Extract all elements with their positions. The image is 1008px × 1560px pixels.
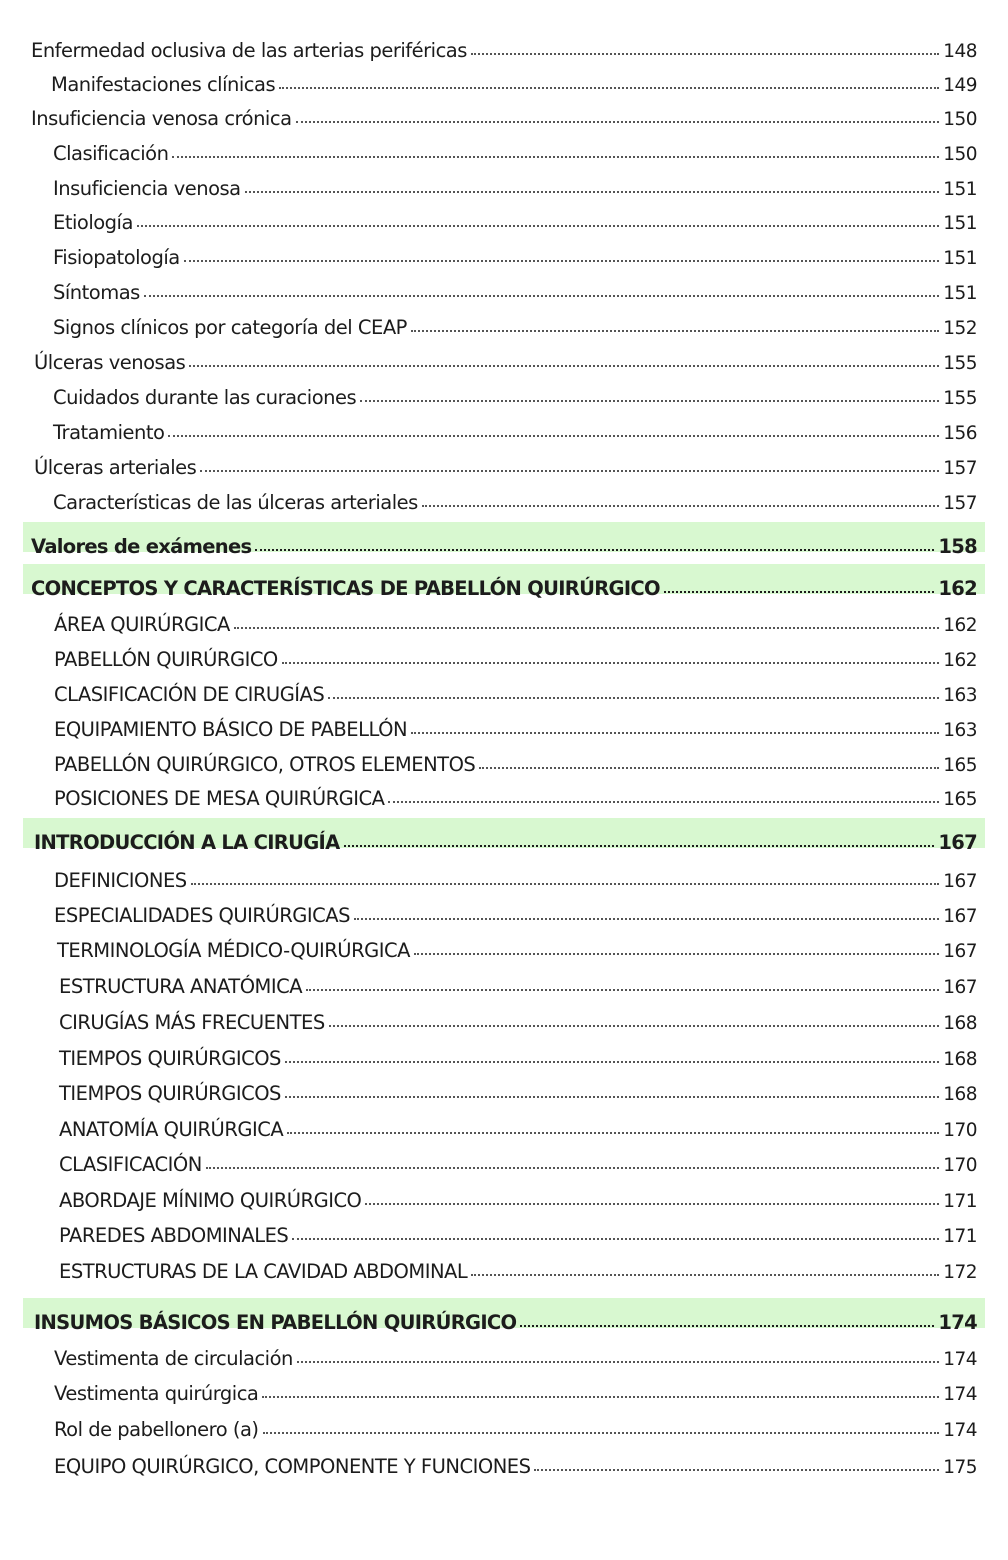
toc-entry-title: INTRODUCCIÓN A LA CIRUGÍA [34,831,340,854]
dot-leader [263,1432,940,1434]
dot-leader [287,1132,939,1134]
toc-page-number: 151 [943,213,977,234]
toc-entry[interactable] [0,340,1008,374]
toc-entry[interactable] [0,410,1008,444]
dot-leader [328,697,939,699]
toc-entry[interactable] [0,742,1008,776]
toc-page-number: 167 [938,831,977,854]
toc-entry[interactable] [0,858,1008,892]
toc-entry[interactable] [0,602,1008,636]
toc-section-heading[interactable] [0,566,1008,600]
toc-entry[interactable] [0,1444,1008,1478]
toc-entry[interactable] [0,1000,1008,1034]
dot-leader [184,260,939,262]
toc-entry-title: Insuficiencia venosa [53,177,241,200]
toc-page-number: 151 [943,283,977,304]
dot-leader [255,549,934,551]
toc-page-number: 171 [943,1226,977,1247]
toc-entry[interactable] [0,776,1008,810]
toc-entry[interactable] [0,166,1008,200]
dot-leader [411,330,939,332]
dot-leader [234,627,939,629]
dot-leader [144,295,939,297]
toc-page-number: 168 [943,1049,977,1070]
toc-entry[interactable] [0,375,1008,409]
toc-entry-title: Úlceras venosas [34,351,186,374]
toc-entry[interactable] [0,96,1008,130]
dot-leader [329,1025,939,1027]
dot-leader [200,470,939,472]
toc-entry-title: CIRUGÍAS MÁS FRECUENTES [59,1011,325,1034]
toc-entry[interactable] [0,445,1008,479]
dot-leader [279,87,939,89]
dot-leader [306,989,939,991]
toc-entry-title: Vestimenta quirúrgica [54,1382,259,1405]
toc-entry-title: CLASIFICACIÓN [59,1153,202,1176]
toc-page-number: 172 [943,1262,977,1283]
dot-leader [285,1096,939,1098]
dot-leader [365,1203,939,1205]
toc-entry-title: Rol de pabellonero (a) [54,1418,259,1441]
toc-page-number: 167 [943,871,977,892]
toc-entry[interactable] [0,672,1008,706]
dot-leader [189,365,939,367]
toc-page-number: 151 [943,248,977,269]
toc-entry-title: POSICIONES DE MESA QUIRÚRGICA [54,787,385,810]
toc-page-number: 174 [938,1311,977,1334]
toc-entry[interactable] [0,1336,1008,1370]
toc-page-number: 162 [943,650,977,671]
toc-entry-title: Insuficiencia venosa crónica [31,107,292,130]
toc-page-number: 174 [943,1384,977,1405]
toc-entry-title: EQUIPO QUIRÚRGICO, COMPONENTE Y FUNCIONES [54,1455,531,1478]
dot-leader [137,225,939,227]
toc-page-number: 163 [943,720,977,741]
dot-leader [414,953,939,955]
toc-section-heading[interactable] [0,1300,1008,1334]
toc-entry-title: Vestimenta de circulación [54,1347,293,1370]
toc-page-number: 151 [943,179,977,200]
toc-page-number: 168 [943,1084,977,1105]
toc-entry-title: Cuidados durante las curaciones [53,386,357,409]
toc-entry-title: Manifestaciones clínicas [51,73,276,96]
dot-leader [471,53,939,55]
toc-page-number: 162 [938,577,977,600]
toc-entry[interactable] [0,928,1008,962]
toc-entry[interactable] [0,305,1008,339]
toc-entry-title: TIEMPOS QUIRÚRGICOS [59,1047,281,1070]
toc-page-number: 163 [943,685,977,706]
dot-leader [479,767,939,769]
toc-entry[interactable] [0,1036,1008,1070]
toc-entry[interactable] [0,707,1008,741]
toc-entry-title: Enfermedad oclusiva de las arterias periféricas [31,39,467,62]
toc-entry-title: TERMINOLOGÍA MÉDICO-QUIRÚRGICA [57,939,410,962]
toc-entry[interactable] [0,1071,1008,1105]
toc-page-number: 155 [943,388,977,409]
toc-entry-title: EQUIPAMIENTO BÁSICO DE PABELLÓN [54,718,408,741]
toc-entry-title: CONCEPTOS Y CARACTERÍSTICAS DE PABELLÓN QUIRÚRGICO [31,577,660,600]
toc-entry-title: Signos clínicos por categoría del CEAP [53,316,407,339]
toc-section-heading[interactable] [0,524,1008,558]
toc-entry-title: PABELLÓN QUIRÚRGICO, OTROS ELEMENTOS [54,753,476,776]
toc-entry-title: DEFINICIONES [54,869,187,892]
toc-entry[interactable] [0,28,1008,62]
dot-leader [360,400,939,402]
dot-leader [296,121,940,123]
toc-page-number: 157 [943,458,977,479]
toc-page-number: 168 [943,1013,977,1034]
toc-page-number: 167 [943,977,977,998]
toc-entry[interactable] [0,200,1008,234]
toc-page-number: 150 [943,144,977,165]
toc-entry-title: ESPECIALIDADES QUIRÚRGICAS [54,904,350,927]
toc-entry[interactable] [0,62,1008,96]
toc-entry-title: PABELLÓN QUIRÚRGICO [54,648,278,671]
toc-entry[interactable] [0,1142,1008,1176]
toc-page-number: 148 [943,41,977,62]
toc-entry-title: Valores de exámenes [31,535,252,558]
toc-entry-title: Fisiopatología [53,246,180,269]
toc-page-number: 174 [943,1349,977,1370]
dot-leader [285,1061,939,1063]
dot-leader [262,1396,939,1398]
toc-entry-title: Tratamiento [53,421,165,444]
dot-leader [245,191,940,193]
toc-page-number: 165 [943,755,977,776]
toc-entry-title: INSUMOS BÁSICOS EN PABELLÓN QUIRÚRGICO [34,1311,517,1334]
dot-leader [388,801,939,803]
dot-leader [354,918,939,920]
toc-page-number: 156 [943,423,977,444]
dot-leader [172,156,939,158]
toc-entry[interactable] [0,637,1008,671]
toc-page-number: 170 [943,1155,977,1176]
toc-page-number: 158 [938,535,977,558]
toc-entry[interactable] [0,480,1008,514]
toc-entry[interactable] [0,235,1008,269]
toc-page-number: 167 [943,906,977,927]
toc-entry-title: CLASIFICACIÓN DE CIRUGÍAS [54,683,325,706]
toc-entry-title: PAREDES ABDOMINALES [59,1224,289,1247]
toc-entry[interactable] [0,893,1008,927]
toc-entry-title: Etiología [53,211,133,234]
toc-entry-title: TIEMPOS QUIRÚRGICOS [59,1082,281,1105]
toc-page-number: 167 [943,941,977,962]
dot-leader [344,845,935,847]
toc-entry[interactable] [0,964,1008,998]
toc-entry-title: Clasificación [53,142,169,165]
dot-leader [471,1274,939,1276]
toc-page-number: 152 [943,318,977,339]
toc-entry[interactable] [0,1249,1008,1283]
toc-section-heading[interactable] [0,820,1008,854]
dot-leader [297,1361,939,1363]
dot-leader [422,505,939,507]
toc-page-number: 175 [943,1457,977,1478]
toc-page-number: 174 [943,1420,977,1441]
toc-page-number: 162 [943,615,977,636]
toc-page-number: 150 [943,109,977,130]
toc-entry-title: Características de las úlceras arteriales [53,491,418,514]
toc-entry[interactable] [0,1371,1008,1405]
dot-leader [282,662,939,664]
dot-leader [411,732,939,734]
toc-entry[interactable] [0,1107,1008,1141]
toc-page-number: 157 [943,493,977,514]
toc-entry[interactable] [0,1178,1008,1212]
toc-entry-title: ESTRUCTURAS DE LA CAVIDAD ABDOMINAL [59,1260,468,1283]
toc-entry[interactable] [0,270,1008,304]
toc-page-number: 149 [943,75,977,96]
toc-entry[interactable] [0,1213,1008,1247]
dot-leader [168,435,939,437]
toc-page-number: 165 [943,789,977,810]
toc-page-number: 171 [943,1191,977,1212]
toc-entry-title: ÁREA QUIRÚRGICA [54,613,230,636]
toc-page-number: 155 [943,353,977,374]
toc-entry[interactable] [0,1407,1008,1441]
toc-entry-title: ANATOMÍA QUIRÚRGICA [59,1118,284,1141]
toc-page-number: 170 [943,1120,977,1141]
toc-entry-title: ESTRUCTURA ANATÓMICA [59,975,303,998]
dot-leader [191,883,940,885]
dot-leader [534,1469,939,1471]
toc-entry-title: Síntomas [53,281,140,304]
dot-leader [292,1238,939,1240]
toc-entry-title: Úlceras arteriales [34,456,197,479]
dot-leader [664,591,934,593]
dot-leader [520,1325,934,1327]
toc-entry[interactable] [0,131,1008,165]
dot-leader [206,1167,939,1169]
toc-entry-title: ABORDAJE MÍNIMO QUIRÚRGICO [59,1189,362,1212]
